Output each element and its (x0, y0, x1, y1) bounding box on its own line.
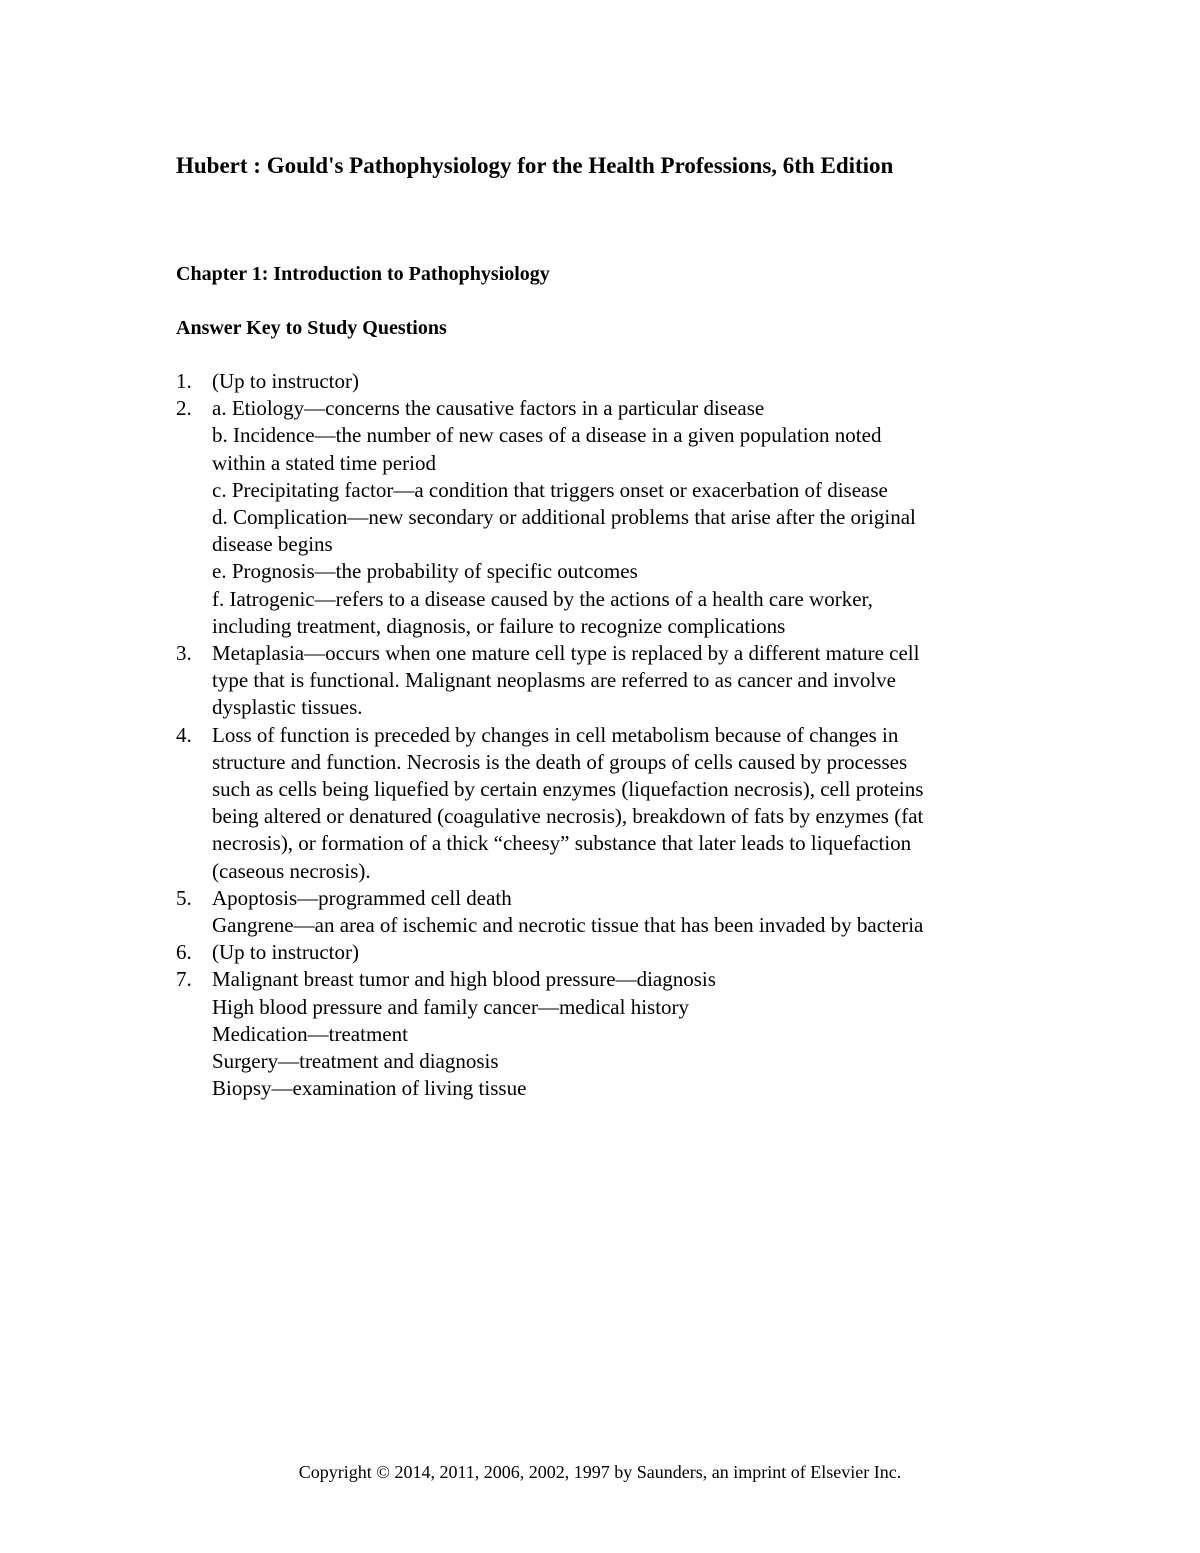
answer-item-5 (176, 885, 1016, 939)
answer-line: High blood pressure and family cancer—medical history (212, 994, 690, 1019)
answer-line: Gangrene—an area of ischemic and necrotic tissue that has been invaded by bacteria (212, 913, 924, 938)
answer-line: d. Complication—new secondary or additional problems that arise after the original (212, 505, 916, 530)
answer-number: 6. (176, 940, 192, 965)
answer-line: such as cells being liquefied by certain enzymes (liquefaction necrosis), cell proteins (212, 777, 924, 802)
answer-number: 1. (176, 369, 192, 393)
answer-line: disease begins (212, 532, 333, 557)
answer-item-7 (176, 966, 1016, 1102)
answer-line: dysplastic tissues. (212, 695, 363, 720)
answer-line: Medication—treatment (212, 1021, 408, 1046)
answer-item-4 (176, 722, 1016, 885)
answer-line: necrosis), or formation of a thick “cheesy” substance that later leads to liquefaction (212, 831, 912, 856)
copyright-footer: Copyright © 2014, 2011, 2006, 2002, 1997 by Saunders, an imprint of Elsevier Inc. (298, 1462, 902, 1482)
answer-line: Apoptosis—programmed cell death (212, 885, 512, 910)
answer-number: 2. (176, 396, 192, 421)
answer-line: Malignant breast tumor and high blood pressure—diagnosis (212, 967, 716, 992)
answer-line: b. Incidence—the number of new cases of a disease in a given population noted (212, 423, 882, 448)
answer-number: 4. (176, 722, 192, 747)
answer-line: including treatment, diagnosis, or failure to recognize complications (212, 613, 786, 638)
answer-line: c. Precipitating factor—a condition that triggers onset or exacerbation of disease (212, 477, 888, 502)
answer-line: (Up to instructor) (212, 940, 359, 965)
answer-line: structure and function. Necrosis is the death of groups of cells caused by processes (212, 749, 908, 774)
answer-number: 3. (176, 641, 192, 666)
answer-list (176, 368, 1016, 1102)
chapter-heading: Chapter 1: Introduction to Pathophysiology (176, 263, 550, 285)
answer-line: Loss of function is preceded by changes in cell metabolism because of changes in (212, 722, 899, 747)
document-title: Hubert : Gould's Pathophysiology for the Health Professions, 6th Edition (176, 153, 894, 178)
answer-line: Surgery—treatment and diagnosis (212, 1049, 499, 1074)
answer-line: f. Iatrogenic—refers to a disease caused by the actions of a health care worker, (212, 586, 873, 611)
answer-item-3 (176, 640, 1016, 722)
answer-item-6 (176, 939, 1016, 966)
answer-line: being altered or denatured (coagulative necrosis), breakdown of fats by enzymes (fat (212, 804, 924, 829)
answer-line: within a stated time period (212, 450, 436, 475)
answer-line: Metaplasia—occurs when one mature cell type is replaced by a different mature cell (212, 641, 920, 666)
answer-line: (Up to instructor) (212, 369, 359, 393)
answer-key-heading: Answer Key to Study Questions (176, 317, 447, 339)
answer-item-1 (176, 368, 1016, 395)
answer-item-2 (176, 395, 1016, 640)
answer-number: 7. (176, 967, 192, 992)
answer-line: e. Prognosis—the probability of specific outcomes (212, 559, 638, 584)
answer-line: Biopsy—examination of living tissue (212, 1076, 527, 1101)
answer-number: 5. (176, 885, 192, 910)
answer-line: type that is functional. Malignant neoplasms are referred to as cancer and involve (212, 668, 896, 693)
answer-line: a. Etiology—concerns the causative factors in a particular disease (212, 396, 765, 421)
answer-line: (caseous necrosis). (212, 858, 371, 883)
